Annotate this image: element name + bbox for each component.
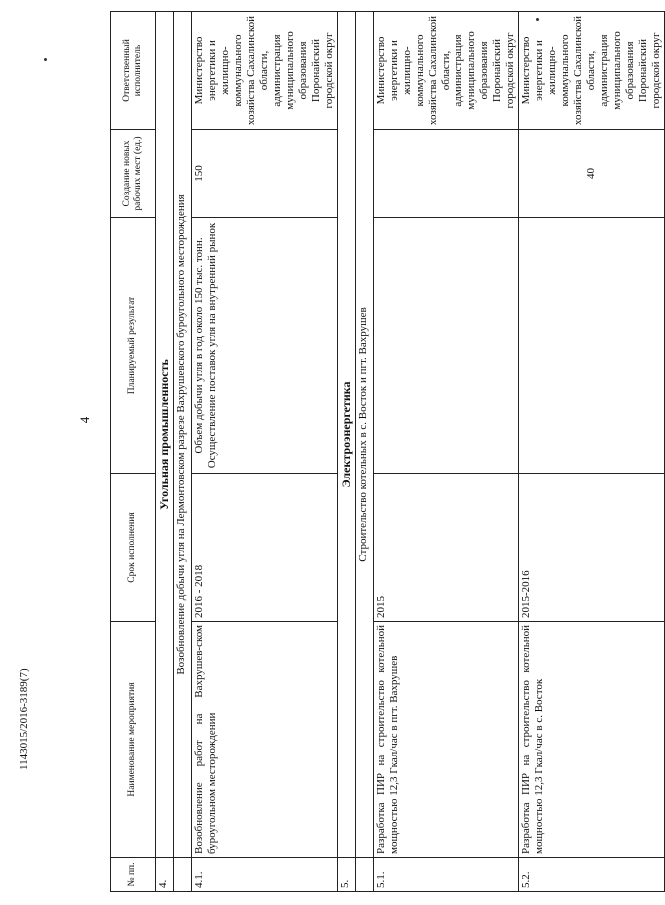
section-number: 5.: [337, 858, 355, 892]
header-name: Наименование мероприятия: [111, 622, 156, 858]
scan-speck: [44, 58, 47, 61]
empty-cell: [355, 858, 373, 892]
header-result: Планируемый результат: [111, 218, 156, 474]
table-row: [192, 12, 338, 892]
subsection-row: [174, 12, 192, 892]
row-term: 2015-2016: [519, 474, 665, 622]
row-number: 4.1.: [192, 858, 338, 892]
table-row: [373, 12, 519, 892]
row-result: Объем добычи угля в год около 150 тыс. тонн. Осуществление поставок угля на внутренний рынок: [192, 218, 338, 474]
section-title: Угольная промышленность: [156, 12, 174, 858]
document-id: 1143015/2016-3189(7): [18, 668, 30, 770]
subsection-title: Строительство котельных в с. Восток и пгт. Вахрушев: [355, 12, 373, 858]
rotated-table: [110, 12, 662, 892]
header-num: № пп.: [111, 858, 156, 892]
section-row: [337, 12, 355, 892]
row-name: Разработка ПИР на строительство котельной мощностью 12,3 Гкал/час в с. Восток: [519, 622, 665, 858]
section-title: Электроэнергетика: [337, 12, 355, 858]
row-number: 5.2.: [519, 858, 665, 892]
row-number: 5.1.: [373, 858, 519, 892]
row-term: 2016 - 2018: [192, 474, 338, 622]
header-row: [111, 12, 156, 892]
row-jobs: 150: [192, 130, 338, 218]
subsection-row: [355, 12, 373, 892]
row-term: 2015: [373, 474, 519, 622]
section-row: [156, 12, 174, 892]
row-name: Разработка ПИР на строительство котельной мощностью 12,3 Гкал/час в пгт. Вахрушев: [373, 622, 519, 858]
row-responsible: Министерство энергетики и жилищно-коммунального хозяйства Сахалинской области, администрация муниципального образования Поронайский городской округ: [519, 12, 665, 130]
page-number: 4: [77, 416, 92, 424]
row-responsible: Министерство энергетики и жилищно-коммунального хозяйства Сахалинской области, администрация муниципального образования Поронайский городской округ: [192, 12, 338, 130]
header-jobs: Создание новых рабочих мест (ед.): [111, 130, 156, 218]
subsection-title: Возобновление добычи угля на Лермонтовском разрезе Вахрушевского буроугольного месторождения: [174, 12, 192, 858]
header-responsible: Ответственный исполнитель: [111, 12, 156, 130]
row-jobs: [373, 130, 519, 218]
row-result: [519, 218, 665, 474]
empty-cell: [174, 858, 192, 892]
section-number: 4.: [156, 858, 174, 892]
header-term: Срок исполнения: [111, 474, 156, 622]
row-jobs: 40: [519, 130, 665, 218]
row-responsible: Министерство энергетики и жилищно-коммунального хозяйства Сахалинской области, администрация муниципального образования Поронайский городской округ: [373, 12, 519, 130]
row-name: Возобновление работ на Вахрушев-ском буроугольном месторождении: [192, 622, 338, 858]
table-row: [519, 12, 665, 892]
plan-table: [110, 11, 665, 892]
row-result: [373, 218, 519, 474]
